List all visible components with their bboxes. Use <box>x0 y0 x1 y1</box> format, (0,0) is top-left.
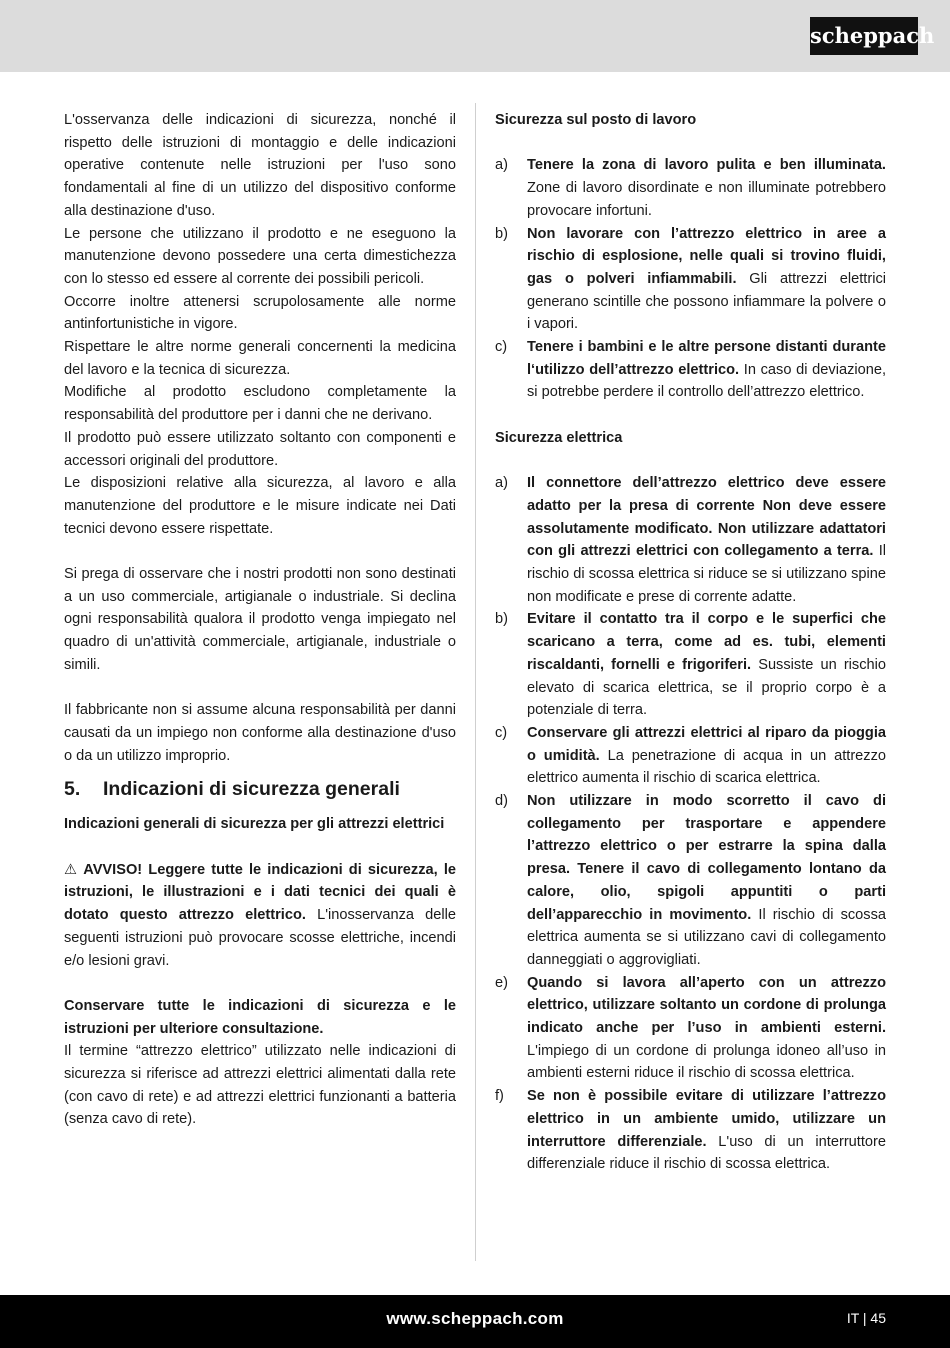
intro-paragraph: Le disposizioni relative alla sicurezza, al lavoro e alla manutenzione del produttore e le misure indicate nei Dati tecnici devono essere rispettate. <box>64 475 456 537</box>
keep-instructions-heading: Conservare tutte le indicazioni di sicurezza e le istruzioni per ulteriore consultazione. <box>64 997 456 1037</box>
item-bold-text: Conservare gli attrezzi elettrici al riparo da pioggia o umidità. <box>527 724 886 764</box>
item-label: b) <box>495 611 508 628</box>
item-text: Gli attrezzi elettrici generano scintille che possono infiammare la polvere o i vapori. <box>527 270 887 333</box>
section-title: Indicazioni di sicurezza generali <box>103 778 400 801</box>
warning-triangle-icon: ⚠ <box>64 861 78 878</box>
list-item <box>495 1085 886 1176</box>
section-number: 5. <box>64 778 81 801</box>
item-bold-text: Evitare il contatto tra il corpo e le superfici che scaricano a terra, come ad es. tubi, elementi riscaldanti, fornelli e frigoriferi. <box>527 611 886 673</box>
item-label: d) <box>495 793 508 810</box>
item-label: e) <box>495 974 508 991</box>
list-item <box>495 472 886 608</box>
list-item <box>495 336 886 404</box>
liability-paragraph: Il fabbricante non si assume alcuna responsabilità per danni causati da un impiego non conforme alla destinazione d'uso o da un utilizzo improprio. <box>64 702 456 764</box>
item-text: La penetrazione di acqua in un attrezzo elettrico aumenta il rischio di scarica elettrica. <box>527 747 887 787</box>
warning-paragraph <box>64 859 456 973</box>
item-text: L'uso di un interruttore differenziale riduce il rischio di scossa elettrica. <box>527 1133 886 1173</box>
item-text: In caso di deviazione, si potrebbe perdere il controllo dell’attrezzo elettrico. <box>527 361 887 401</box>
item-text: L'impiego di un cordone di prolunga idoneo all’uso in ambienti esterni riduce il rischio di scossa elettrica. <box>527 1042 886 1082</box>
item-label: a) <box>495 157 508 174</box>
left-column <box>64 109 456 1131</box>
intro-paragraph: Il prodotto può essere utilizzato soltanto con componenti e accessori originali del produttore. <box>64 429 456 469</box>
item-label: a) <box>495 475 508 492</box>
brand-logo: scheppach <box>810 17 918 55</box>
header-bar <box>0 0 950 72</box>
item-bold-text: Non utilizzare in modo scorretto il cavo di collegamento per trasportare e appendere l’attrezzo elettrico o per estrarre la spina dalla presa. Tenere il cavo di collegamento lontano da calore, olio, spigoli appuntiti o parti dell’apparecchio in movimento. <box>527 793 886 923</box>
item-bold-text: Tenere i bambini e le altre persone distanti durante l‘utilizzo dell’attrezzo elettrico. <box>527 339 886 378</box>
item-bold-text: Quando si lavora all’aperto con un attrezzo elettrico, utilizzare soltanto un cordone di prolunga indicato anche per l’uso in ambienti esterni. <box>527 974 886 1037</box>
item-label: c) <box>495 724 508 741</box>
electrical-safety-heading: Sicurezza elettrica <box>495 429 623 446</box>
item-text: Il rischio di scossa elettrica si riduce se si utilizzano spine non modificate e prese di corrente adatte. <box>527 543 886 605</box>
term-definition-paragraph: Il termine “attrezzo elettrico” utilizzato nelle indicazioni di sicurezza si riferisce ad attrezzi elettrici alimentati dalla rete (con cavo di rete) e ad attrezzi elettrici funzionanti a batteria (senza cavo di rete). <box>64 1043 456 1128</box>
intro-paragraph: L'osservanza delle indicazioni di sicurezza, nonché il rispetto delle istruzioni di montaggio e delle indicazioni operative contenute nelle istruzioni per l'uso sono fondamentali al fine di un utilizzo del dispositivo conforme alla destinazione d'uso. <box>64 112 456 219</box>
list-item <box>495 154 886 222</box>
list-item <box>495 722 886 790</box>
right-column <box>495 109 886 1176</box>
item-bold-text: Non lavorare con l’attrezzo elettrico in aree a rischio di esplosione, nelle quali si trovino fluidi, gas o polveri infiammabili. <box>527 225 886 287</box>
item-bold-text: Tenere la zona di lavoro pulita e ben illuminata. <box>527 157 886 174</box>
item-label: c) <box>495 339 508 356</box>
column-divider <box>475 103 476 1261</box>
list-item <box>495 608 886 722</box>
item-bold-text: Se non è possibile evitare di utilizzare l’attrezzo elettrico in un ambiente umido, utilizzare un interruttore differenziale. <box>527 1088 886 1150</box>
footer-bar <box>0 1295 950 1348</box>
list-item <box>495 223 886 337</box>
item-bold-text: Il connettore dell’attrezzo elettrico deve essere adatto per la presa di corrente Non deve essere assolutamente modificato. Non utilizzare adattatori con gli attrezzi elettrici con collegamento a terra. <box>527 475 886 560</box>
item-label: f) <box>495 1088 504 1105</box>
website-link[interactable]: www.scheppach.com <box>386 1309 564 1328</box>
intro-paragraph: Modifiche al prodotto escludono completamente la responsabilità del produttore per i danni che ne derivano. <box>64 384 456 424</box>
intro-paragraph: Le persone che utilizzano il prodotto e ne eseguono la manutenzione devono possedere una certa dimestichezza con lo stesso ed essere al corrente dei possibili pericoli. <box>64 225 456 287</box>
list-item <box>495 790 886 972</box>
page-number: IT | 45 <box>846 1310 886 1326</box>
intro-paragraph: Rispettare le altre norme generali concernenti la medicina del lavoro e la tecnica di sicurezza. <box>64 339 456 378</box>
item-text: Sussiste un rischio elevato di scarica elettrica, se il proprio corpo è a potenziale di terra. <box>527 656 886 719</box>
workplace-safety-heading: Sicurezza sul posto di lavoro <box>495 112 697 128</box>
warning-bold-text: AVVISO! Leggere tutte le indicazioni di sicurezza, le istruzioni, le illustrazioni e i dati tecnici dei quali è dotato questo attrezzo elettrico. <box>64 861 456 924</box>
commercial-use-paragraph: Si prega di osservare che i nostri prodotti non sono destinati a un uso commerciale, artigianale o industriale. Si declina ogni responsabilità qualora il prodotto venga impiegato nel quadro di un'attività commerciale, artigianale, industriale o simili. <box>64 566 456 673</box>
item-text: Zone di lavoro disordinate e non illuminate potrebbero provocare infortuni. <box>527 180 886 219</box>
warning-text: L'inosservanza delle seguenti istruzioni può provocare scosse elettriche, incendi e/o lesioni gravi. <box>64 907 456 969</box>
item-label: b) <box>495 225 508 242</box>
intro-paragraph: Occorre inoltre attenersi scrupolosamente alle norme antinfortunistiche in vigore. <box>64 293 456 333</box>
section-heading <box>64 775 456 803</box>
subheading: Indicazioni generali di sicurezza per gli attrezzi elettrici <box>64 816 445 833</box>
list-item <box>495 972 886 1086</box>
item-text: Il rischio di scossa elettrica aumenta se si utilizzano cavi di collegamento danneggiati o aggrovigliati. <box>527 906 886 968</box>
